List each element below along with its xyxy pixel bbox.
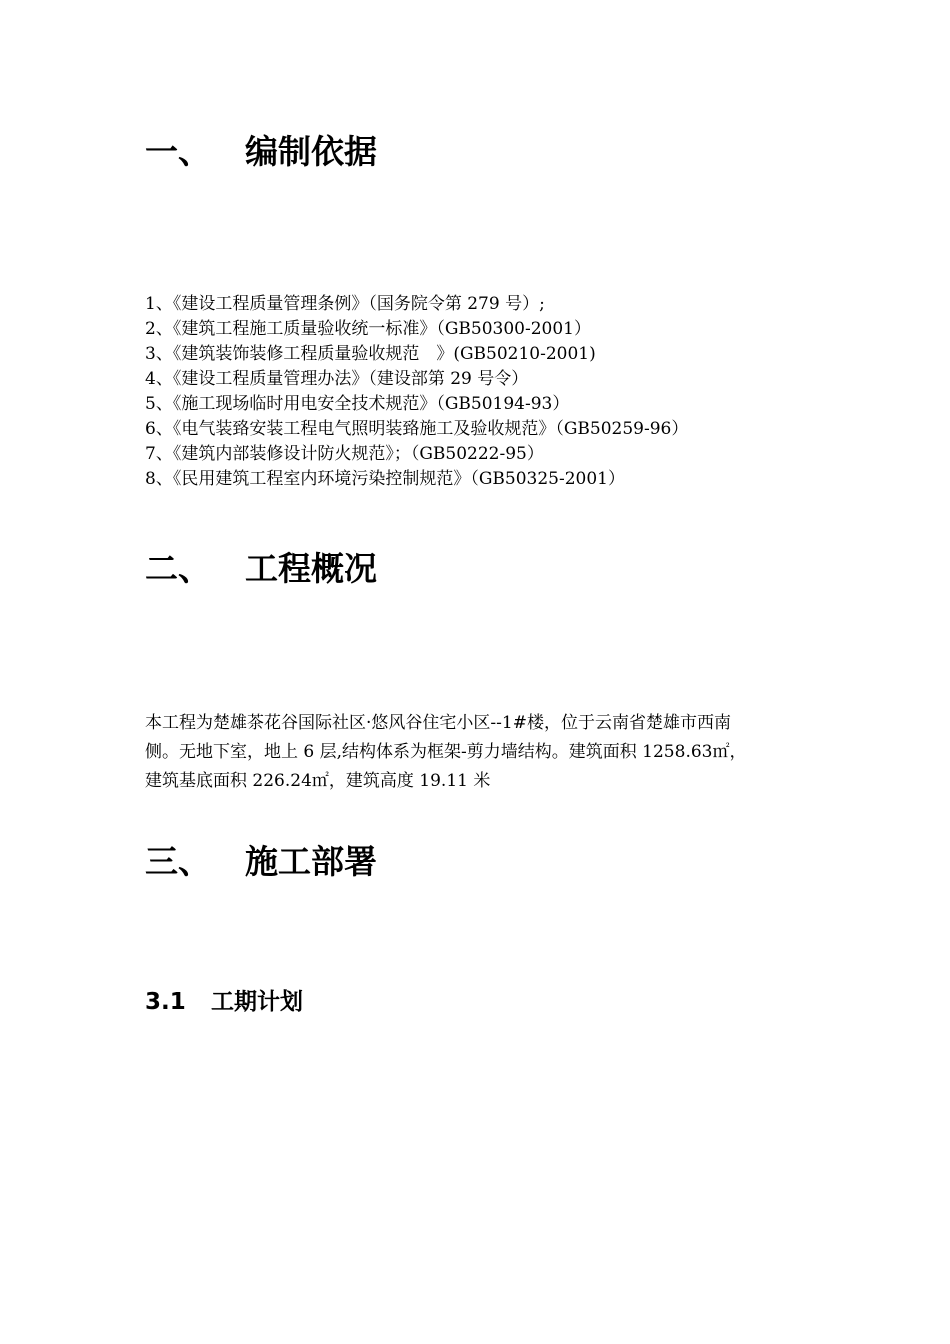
section-heading-overview: [145, 549, 377, 589]
reference-list: [145, 292, 688, 492]
section-heading-deployment: [145, 842, 377, 882]
section-number: 一、: [145, 132, 211, 171]
section-title: 工程概况: [245, 549, 377, 588]
project-overview-paragraph: [145, 709, 805, 796]
section-title: 编制依据: [245, 132, 377, 171]
reference-item: 4、《建设工程质量管理办法》（建设部第 29 号令）: [145, 369, 529, 389]
paragraph-line: 本工程为楚雄茶花谷国际社区·悠风谷住宅小区--1#楼，位于云南省楚雄市西南: [145, 713, 731, 733]
reference-item: 8、《民用建筑工程室内环境污染控制规范》（GB50325-2001）: [145, 469, 625, 489]
reference-item: 6、《电气装臵安装工程电气照明装臵施工及验收规范》（GB50259-96）: [145, 419, 689, 439]
subsection-heading-schedule: [145, 987, 303, 1017]
reference-item: 1、《建设工程质量管理条例》（国务院令第 279 号）;: [145, 294, 545, 314]
reference-item: 5、《施工现场临时用电安全技术规范》（GB50194-93）: [145, 394, 570, 414]
subsection-number: 3.1: [145, 989, 186, 1015]
reference-item: 2、《建筑工程施工质量验收统一标准》（GB50300-2001）: [145, 319, 591, 339]
section-number: 三、: [145, 842, 211, 881]
section-heading-basis: [145, 132, 377, 172]
reference-item: 3、《建筑装饰装修工程质量验收规范 》(GB50210-2001): [145, 344, 596, 364]
paragraph-line: 侧。无地下室，地上 6 层,结构体系为框架-剪力墙结构。建筑面积 1258.63㎡，: [145, 742, 747, 762]
paragraph-line: 建筑基底面积 226.24㎡，建筑高度 19.11 米: [145, 771, 491, 791]
section-number: 二、: [145, 549, 211, 588]
reference-item: 7、《建筑内部装修设计防火规范》；（GB50222-95）: [145, 444, 544, 464]
section-title: 施工部署: [245, 842, 377, 881]
subsection-title: 工期计划: [211, 989, 303, 1015]
